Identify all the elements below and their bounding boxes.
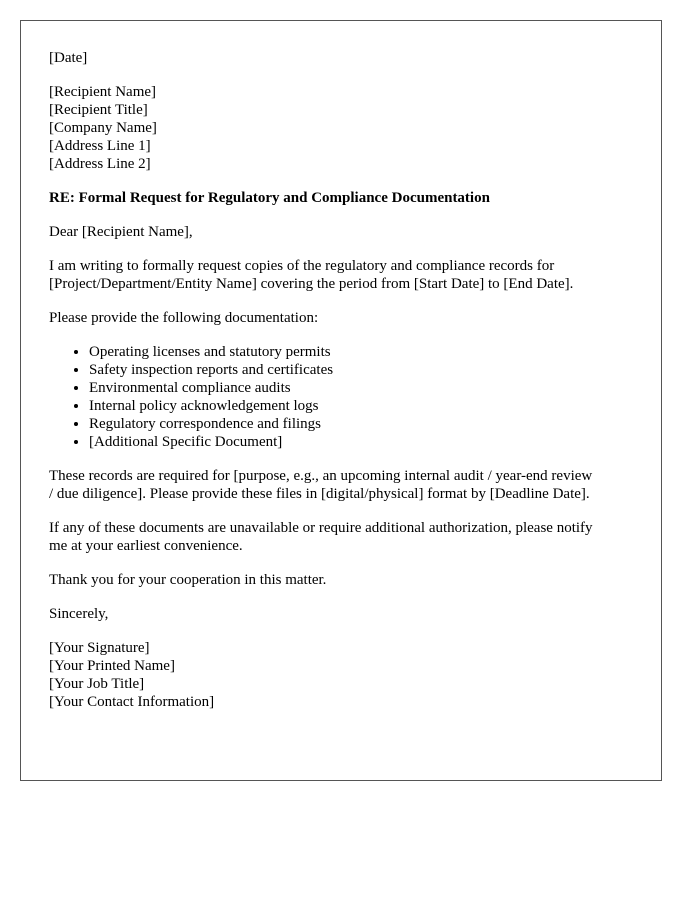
text-line: [Project/Department/Entity Name] covering the period from [Start Date] to [End Date]. [49, 276, 574, 292]
subject-line: RE: Formal Request for Regulatory and Compliance Documentation [49, 190, 490, 206]
recipient-block [49, 83, 632, 173]
text-line: / due diligence]. Please provide these files in [digital/physical] format by [Deadline Date]. [49, 486, 590, 502]
list-item: • Safety inspection reports and certificates [89, 361, 632, 379]
list-item: • Operating licenses and statutory permits [89, 343, 632, 361]
salutation: Dear [Recipient Name], [49, 224, 193, 240]
list-item: • Internal policy acknowledgement logs [89, 397, 632, 415]
recipient-name: [Recipient Name] [49, 84, 157, 100]
signature-block [49, 639, 632, 711]
list-item: • [Additional Specific Document] [89, 433, 632, 451]
printed-name: [Your Printed Name] [49, 658, 175, 674]
text-line: me at your earliest convenience. [49, 538, 243, 554]
unavailable-paragraph [49, 519, 632, 555]
job-title: [Your Job Title] [49, 676, 145, 692]
thanks: Thank you for your cooperation in this matter. [49, 572, 327, 588]
purpose-paragraph [49, 467, 632, 503]
list-item: • Regulatory correspondence and filings [89, 415, 632, 433]
address-line-1: [Address Line 1] [49, 138, 151, 154]
intro-paragraph [49, 257, 632, 293]
company-name: [Company Name] [49, 120, 157, 136]
list-item: • Environmental compliance audits [89, 379, 632, 397]
list-intro: Please provide the following documentation: [49, 310, 319, 326]
text-line: If any of these documents are unavailable or require additional authorization, please notify [49, 520, 593, 536]
recipient-title: [Recipient Title] [49, 102, 148, 118]
closing: Sincerely, [49, 606, 109, 622]
date: [Date] [49, 50, 88, 66]
text-line: These records are required for [purpose, e.g., an upcoming internal audit / year-end review [49, 468, 593, 484]
document-list [49, 343, 632, 451]
address-line-2: [Address Line 2] [49, 156, 151, 172]
text-line: I am writing to formally request copies of the regulatory and compliance records for [49, 258, 555, 274]
letter [20, 20, 662, 781]
signature: [Your Signature] [49, 640, 150, 656]
contact-information: [Your Contact Information] [49, 694, 215, 710]
